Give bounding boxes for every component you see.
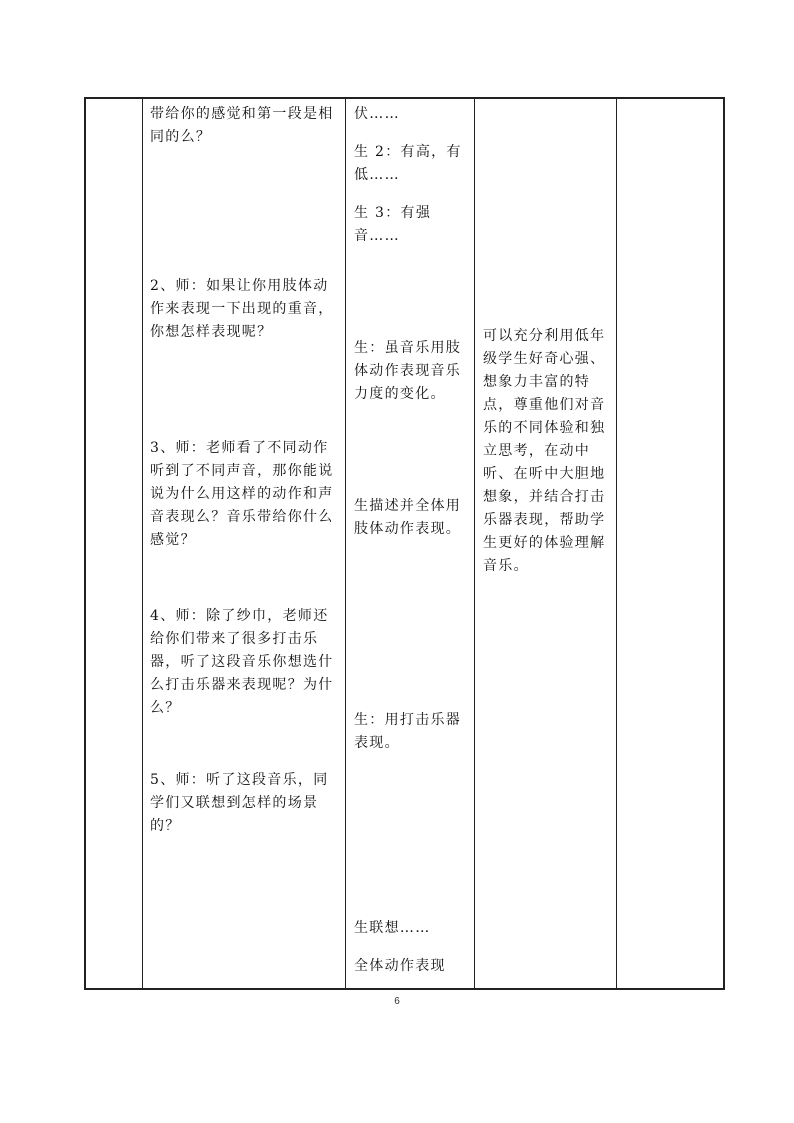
teacher-question-1-continued: 带给你的感觉和第一段是相同的么？ <box>150 106 334 145</box>
teacher-question-4: 4、师：除了纱巾，老师还给你们带来了很多打击乐器，听了这段音乐你想选什么打击乐器来表现呢？为什么？ <box>150 608 334 716</box>
design-intent-column <box>475 99 616 988</box>
student-activity-column <box>346 99 474 988</box>
student-answer-7: 生联想…… <box>354 920 431 936</box>
student-answer-3: 生 3：有强音…… <box>354 205 432 244</box>
student-answer-8: 全体动作表现 <box>354 958 446 974</box>
page-number: 6 <box>394 996 400 1007</box>
notes-column <box>617 99 723 988</box>
teacher-question-2: 2、师：如果让你用肢体动作来表现一下出现的重音，你想怎样表现呢？ <box>150 278 334 340</box>
lesson-plan-table <box>84 97 725 990</box>
student-answer-4: 生：虽音乐用肢体动作表现音乐力度的变化。 <box>354 340 462 402</box>
student-answer-2: 生 2：有高，有低…… <box>354 144 462 183</box>
student-answer-5: 生描述并全体用肢体动作表现。 <box>354 498 462 537</box>
student-answer-1-continued: 伏…… <box>354 106 400 122</box>
stage-column <box>86 99 142 988</box>
teacher-question-3: 3、师：老师看了不同动作听到了不同声音，那你能说说为什么用这样的动作和声音表现么？音乐带给你什么感觉？ <box>150 440 334 548</box>
teacher-question-5: 5、师：听了这段音乐，同学们又联想到怎样的场景的？ <box>150 772 329 834</box>
design-intent-text: 可以充分利用低年级学生好奇心强、想象力丰富的特点，尊重他们对音乐的不同体验和独立思考，在动中听、在听中大胆地想象，并结合打击乐器表现，帮助学生更好的体验理解音乐。 <box>483 328 606 574</box>
student-answer-6: 生：用打击乐器表现。 <box>354 712 462 751</box>
teacher-activity-column <box>143 99 345 988</box>
